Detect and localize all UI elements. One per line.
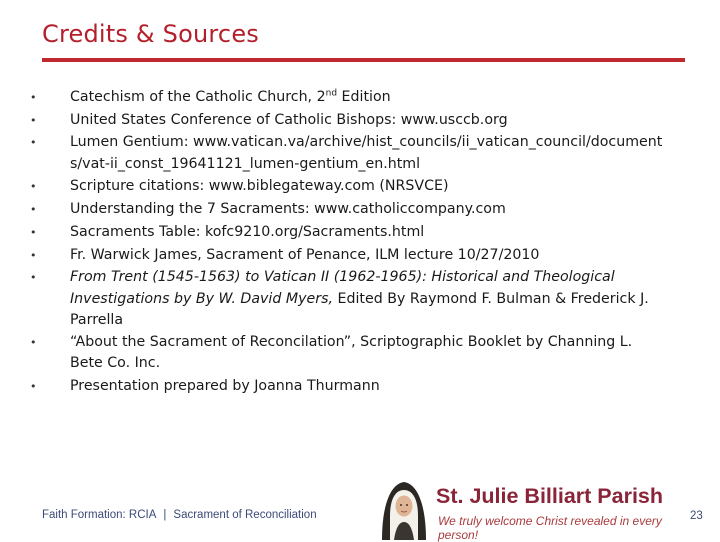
footer-course: Faith Formation: RCIA (42, 509, 157, 521)
title-divider (42, 58, 685, 62)
parish-name: St. Julie Billiart Parish (436, 484, 664, 508)
parish-tagline: We truly welcome Christ revealed in every person! (438, 514, 662, 542)
list-item: • Understanding the 7 Sacraments: www.catholiccompany.com (28, 198, 668, 221)
footer-topic: Sacrament of Reconciliation (173, 509, 317, 521)
list-item: • Catechism of the Catholic Church, 2nd Edition (28, 86, 668, 109)
list-item: • “About the Sacrament of Reconcilation”, Scriptographic Booklet by Channing L. Bete Co. Inc. (28, 332, 668, 375)
list-item: • Sacraments Table: kofc9210.org/Sacraments.html (28, 221, 668, 244)
footer (42, 509, 317, 521)
saint-portrait-icon (376, 476, 432, 540)
parish-logo (376, 476, 686, 540)
list-item: • Presentation prepared by Joanna Thurmann (28, 375, 668, 398)
list-item: • Fr. Warwick James, Sacrament of Penance, ILM lecture 10/27/2010 (28, 244, 668, 267)
list-item: • Lumen Gentium: www.vatican.va/archive/hist_councils/ii_vatican_council/documents/vat-ii_const_19641121_lumen-gentium_en.html (28, 132, 668, 175)
page-number: 23 (690, 510, 703, 522)
list-item: • United States Conference of Catholic Bishops: www.usccb.org (28, 109, 668, 132)
footer-separator: | (163, 509, 167, 521)
credits-list (28, 86, 668, 398)
list-item: • Scripture citations: www.biblegateway.com (NRSVCE) (28, 175, 668, 198)
slide-title: Credits & Sources (42, 20, 259, 48)
list-item: • From Trent (1545-1563) to Vatican II (1962-1965): Historical and Theological Investigations by By W. David Myers, Edited By Raymond F. Bulman & Frederick J. Parrella (28, 267, 668, 332)
